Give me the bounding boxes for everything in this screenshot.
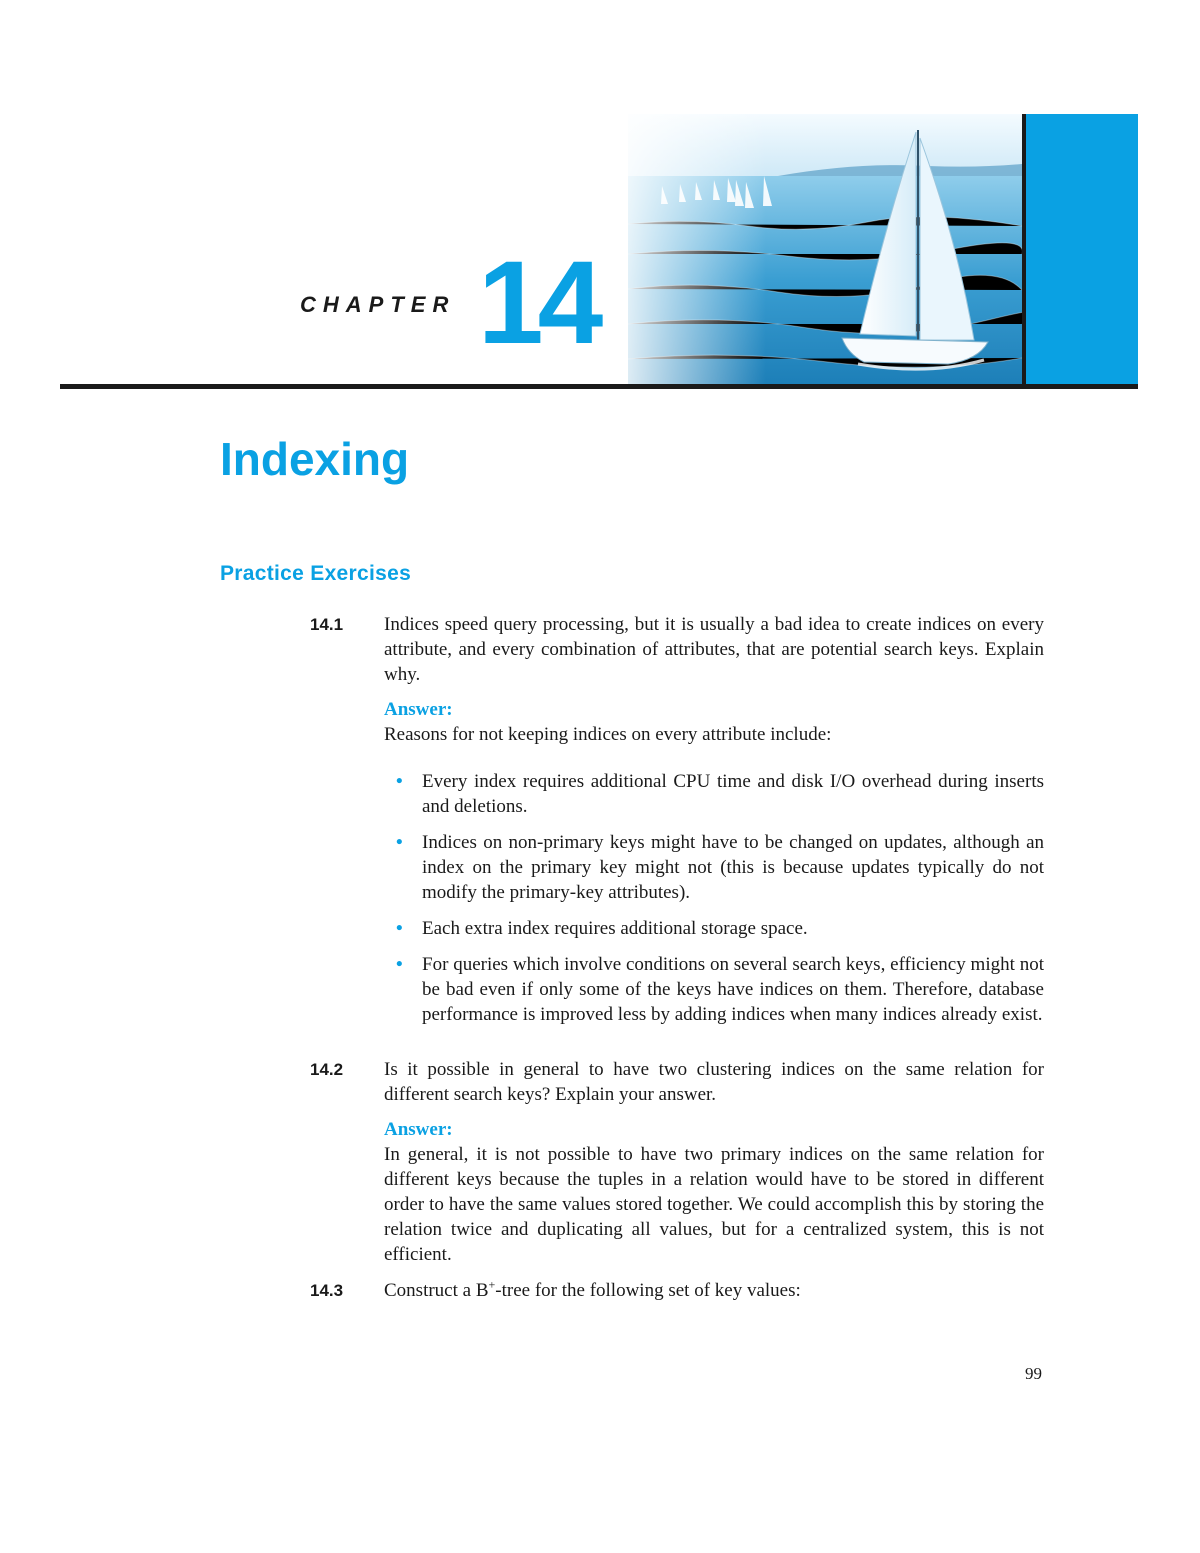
header-accent-block — [1026, 114, 1138, 384]
answer-text: In general, it is not possible to have two primary indices on the same relation for different keys because the tuples in a relation would have to be stored in different order to have the same values stored together. We could accomplish this by storing the relation twice and duplicating all values, but for a centralized system, this is not efficient. — [384, 1144, 1044, 1265]
exercise-question — [384, 1278, 1044, 1303]
chapter-header-photo — [628, 114, 1022, 384]
exercise-14-2 — [310, 1057, 1044, 1267]
answer-intro: Reasons for not keeping indices on every attribute include: — [384, 724, 832, 745]
bullet-icon: • — [396, 954, 403, 975]
header-horizontal-rule — [60, 384, 1138, 389]
chapter-label: CHAPTER — [300, 292, 456, 317]
bullet-icon: • — [396, 832, 403, 853]
answer-bullet-list — [384, 769, 1044, 1027]
bullet-text: Every index requires additional CPU time and disk I/O overhead during inserts and deletions. — [422, 771, 1044, 817]
question-superscript: + — [488, 1277, 496, 1292]
list-item — [384, 769, 1044, 819]
answer-label: Answer: — [384, 1119, 453, 1140]
exercise-number: 14.2 — [310, 1060, 344, 1079]
question-prefix: Construct a B — [384, 1280, 489, 1301]
section-heading: Practice Exercises — [220, 562, 412, 585]
exercise-number: 14.1 — [310, 615, 344, 634]
bullet-text: For queries which involve conditions on several search keys, efficiency might not be bad even if only some of the keys have indices on them. Therefore, database performance is improved less by adding indices when many indices already exist. — [422, 954, 1044, 1025]
chapter-number: 14 — [478, 237, 598, 369]
exercise-number: 14.3 — [310, 1281, 344, 1300]
exercise-14-1 — [310, 612, 1044, 1027]
bullet-icon: • — [396, 771, 403, 792]
exercise-question: Is it possible in general to have two clustering indices on the same relation for different search keys? Explain your answer. — [384, 1059, 1044, 1105]
answer-label: Answer: — [384, 699, 453, 720]
exercise-list — [310, 612, 1044, 1303]
question-suffix: -tree for the following set of key values: — [495, 1280, 801, 1301]
bullet-icon: • — [396, 918, 403, 939]
list-item — [384, 916, 1044, 941]
exercise-14-3 — [310, 1278, 1044, 1303]
list-item — [384, 830, 1044, 905]
bullet-text: Each extra index requires additional storage space. — [422, 918, 808, 939]
list-item — [384, 952, 1044, 1027]
chapter-title: Indexing — [220, 433, 410, 485]
exercise-question: Indices speed query processing, but it is usually a bad idea to create indices on every attribute, and every combination of attributes, that are potential search keys. Explain why. — [384, 614, 1044, 685]
bullet-text: Indices on non-primary keys might have to be changed on updates, although an index on the primary key might not (this is because updates typically do not modify the primary-key attributes). — [422, 832, 1044, 903]
page-number: 99 — [1025, 1364, 1042, 1383]
